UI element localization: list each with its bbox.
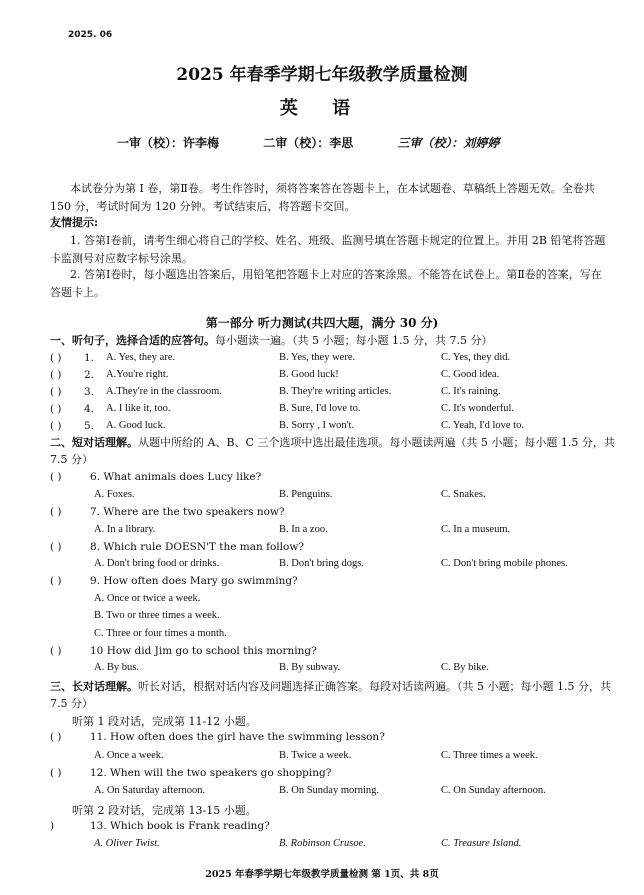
section2-instruction: 从题中所给的 A、B、C 三个选项中选出最佳选项。每小题读两遍（共 5 小题；每小题 1.5 分，共 7.5 分） — [50, 436, 615, 466]
option-c: C. Good idea. — [441, 369, 500, 380]
option-c: C. Yes, they did. — [441, 352, 511, 363]
option-b: B. Good luck! — [279, 369, 339, 380]
friendly-tips-label: 友情提示: — [50, 216, 99, 229]
part1-title: 第一部分 听力测试(共四大题，满分 30 分) — [205, 316, 439, 330]
dialog2-label: 听第 2 段对话，完成第 13-15 小题。 — [72, 804, 257, 817]
question-1 — [50, 352, 94, 368]
section1-heading: 一、听句子，选择合适的应答句。 — [50, 334, 215, 347]
reviewers — [117, 134, 539, 151]
dialog1-label: 听第 1 段对话，完成第 11-12 小题。 — [72, 715, 257, 728]
question-3 — [50, 386, 94, 402]
question-10 — [50, 645, 317, 661]
reviewer-2: 二审（校）：李思 — [263, 136, 354, 150]
exam-subject: 英 语 — [279, 98, 365, 119]
reviewer-3: 三审（校）：刘婷婷 — [397, 136, 500, 150]
question-6 — [50, 471, 261, 487]
answer-blank[interactable]: ( ) — [50, 369, 62, 381]
question-text: 12. When will the two speakers go shopping? — [90, 767, 332, 779]
option-b: B. Two or three times a week. — [94, 610, 220, 621]
page-footer: 2025 年春季学期七年级教学质量检测 第 1页、共 8页 — [205, 869, 439, 880]
question-number: 2. — [84, 369, 95, 381]
section3-heading: 三、长对话理解。 — [50, 680, 138, 693]
answer-blank[interactable]: ( ) — [50, 403, 62, 415]
answer-blank[interactable]: ) — [50, 820, 55, 832]
answer-blank[interactable]: ( ) — [50, 541, 62, 553]
question-text: 10 How did Jim go to school this morning? — [90, 645, 317, 657]
option-b: B. Twice a week. — [279, 750, 352, 761]
option-a: A. Don't bring food or drinks. — [94, 558, 220, 569]
option-a: A. In a library. — [94, 524, 156, 535]
answer-blank[interactable]: ( ) — [50, 731, 62, 743]
option-c: C. Yeah, I'd love to. — [441, 420, 524, 431]
question-8 — [50, 541, 304, 557]
question-5 — [50, 420, 94, 436]
exam-date: 2025. 06 — [68, 30, 113, 40]
answer-blank[interactable]: ( ) — [50, 506, 62, 518]
option-c: C. Treasure Island. — [441, 838, 522, 849]
option-b: B. Sure, I'd love to. — [279, 403, 361, 414]
reviewer-1: 一审（校）：许李梅 — [117, 136, 220, 150]
answer-blank[interactable]: ( ) — [50, 352, 62, 364]
tip-1: 1. 答第Ⅰ卷前，请考生细心将自己的学校、姓名、班级、监测号填在答题卡规定的位置上。并用 2B 铅笔将答题卡监测号对应数字标号涂黑。 — [50, 234, 606, 265]
question-number: 5. — [84, 420, 95, 432]
question-4 — [50, 403, 94, 419]
option-b: B. Yes, they were. — [279, 352, 356, 363]
option-c: C. By bike. — [441, 662, 489, 673]
option-c: C. Snakes. — [441, 489, 486, 500]
answer-blank[interactable]: ( ) — [50, 471, 62, 483]
option-a: A.You're right. — [106, 369, 169, 380]
option-c: C. Don't bring mobile phones. — [441, 558, 568, 569]
option-b: B. Sorry , I won't. — [279, 420, 355, 431]
exam-title: 2025 年春季学期七年级教学质量检测 — [176, 65, 468, 85]
question-11 — [50, 731, 385, 747]
question-9 — [50, 575, 298, 591]
option-a: A. On Saturday afternoon. — [94, 785, 206, 796]
option-b: B. Robinson Crusoe. — [279, 838, 366, 849]
question-text: 9. How often does Mary go swimming? — [90, 575, 298, 587]
option-a: A. Foxes. — [94, 489, 135, 500]
question-2 — [50, 369, 94, 385]
option-b: B. By subway. — [279, 662, 341, 673]
option-a: A. I like it, too. — [106, 403, 171, 414]
option-c: C. Three times a week. — [441, 750, 538, 761]
option-b: B. They're writing articles. — [279, 386, 392, 397]
option-c: C. Three or four times a month. — [94, 628, 227, 639]
option-b: B. In a zoo. — [279, 524, 328, 535]
option-b: B. On Sunday morning. — [279, 785, 380, 796]
section3-header — [50, 678, 616, 712]
section1-instruction: 每小题读一遍。（共 5 小题；每小题 1.5 分，共 7.5 分） — [215, 334, 493, 347]
option-a: A. Once a week. — [94, 750, 164, 761]
question-text: 13. Which book is Frank reading? — [90, 820, 270, 832]
option-c: C. It's raining. — [441, 386, 501, 397]
option-c: C. In a museum. — [441, 524, 511, 535]
section2-header — [50, 434, 616, 468]
question-12 — [50, 767, 331, 783]
option-a: A.They're in the classroom. — [106, 386, 222, 397]
question-text: 6. What animals does Lucy like? — [90, 471, 262, 483]
question-13 — [50, 820, 270, 836]
tip-2: 2. 答第Ⅰ卷时，每小题选出答案后，用铅笔把答题卡上对应的答案涂黑。不能答在试卷上。第Ⅱ卷的答案，写在答题卡上。 — [50, 268, 602, 299]
option-b: B. Don't bring dogs. — [279, 558, 365, 569]
section1-header — [50, 332, 616, 349]
option-b: B. Penguins. — [279, 489, 333, 500]
question-7 — [50, 506, 285, 522]
question-text: 7. Where are the two speakers now? — [90, 506, 285, 518]
question-text: 8. Which rule DOESN'T the man follow? — [90, 541, 304, 553]
section2-heading: 二、短对话理解。 — [50, 436, 138, 449]
answer-blank[interactable]: ( ) — [50, 767, 62, 779]
question-number: 1. — [84, 352, 95, 364]
option-a: A. Good luck. — [106, 420, 166, 431]
question-text: 11. How often does the girl have the swimming lesson? — [90, 731, 385, 743]
option-c: C. It's wonderful. — [441, 403, 515, 414]
option-a: A. Yes, they are. — [106, 352, 176, 363]
option-a: A. Once or twice a week. — [94, 593, 201, 604]
question-number: 3. — [84, 386, 95, 398]
answer-blank[interactable]: ( ) — [50, 645, 62, 657]
section3-instruction: 听长对话，根据对话内容及问题选择正确答案。每段对话读两遍。（共 5 小题；每小题 1.5 分，共 7.5 分） — [50, 680, 611, 710]
answer-blank[interactable]: ( ) — [50, 575, 62, 587]
question-number: 4. — [84, 403, 95, 415]
answer-blank[interactable]: ( ) — [50, 420, 62, 432]
option-c: C. On Sunday afternoon. — [441, 785, 546, 796]
answer-blank[interactable]: ( ) — [50, 386, 62, 398]
exam-notice: 本试卷分为第 I 卷，第Ⅱ卷。考生作答时，须将答案答在答题卡上，在本试题卷、草稿纸上答题无效。全卷共 150 分，考试时间为 120 分钟。考试结束后，将答题卡交回。 — [50, 182, 595, 213]
option-a: A. Oliver Twist. — [94, 838, 160, 849]
option-a: A. By bus. — [94, 662, 139, 673]
